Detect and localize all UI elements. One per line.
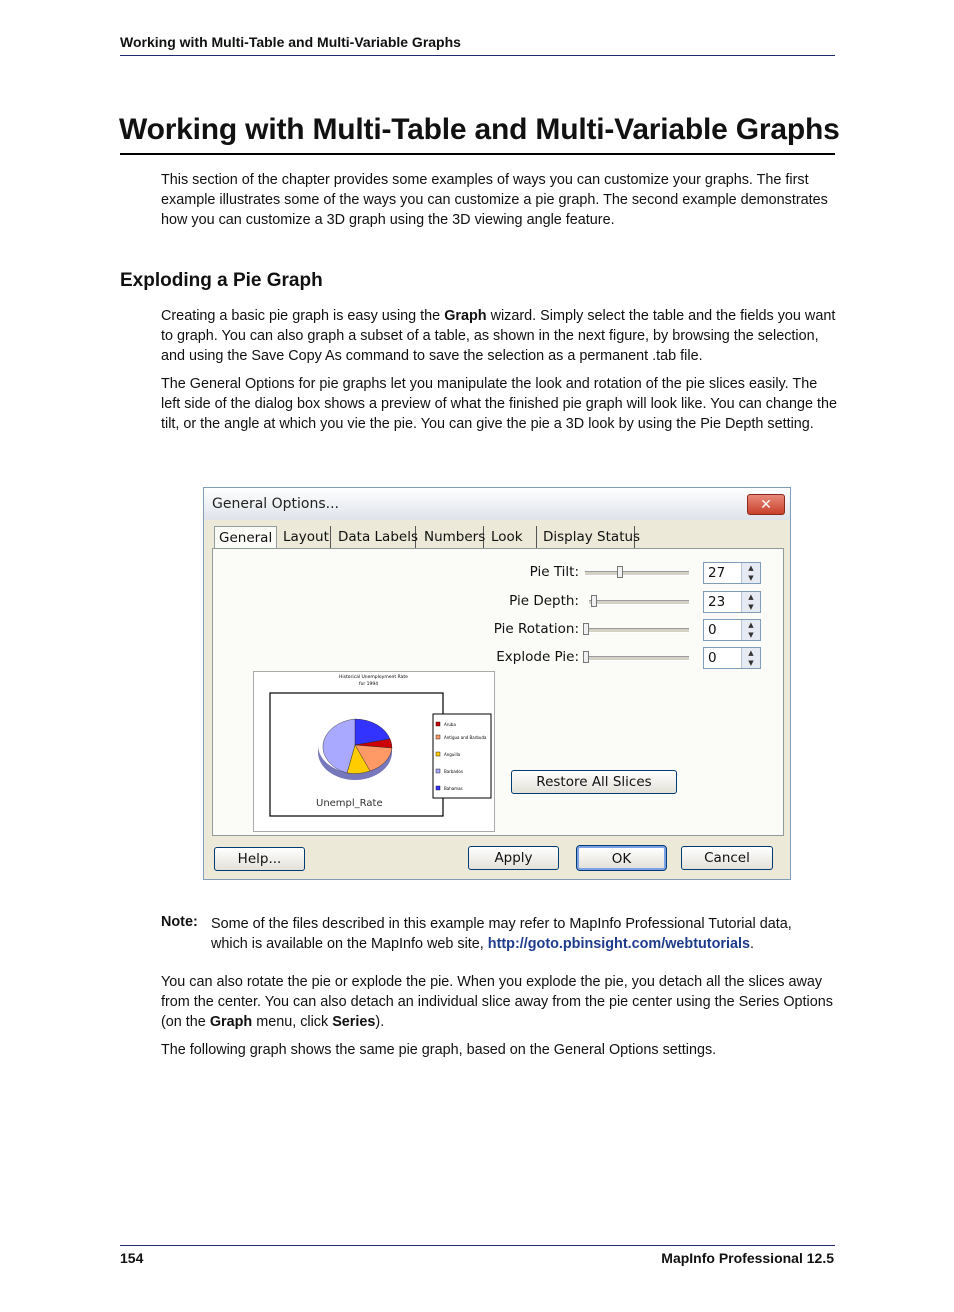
pie-rotation-thumb[interactable] [583, 623, 589, 635]
spinner-arrows-icon[interactable]: ▲ ▼ [741, 592, 760, 612]
tutorial-link[interactable]: http://goto.pbinsight.com/webtutorials [487, 936, 750, 952]
legend-item-barbados: Barbados [444, 769, 463, 774]
explode-pie-thumb[interactable] [583, 651, 589, 663]
legend-swatch-bahamas [436, 786, 440, 790]
running-header: Working with Multi-Table and Multi-Variable Graphs [120, 34, 461, 50]
tab-look[interactable]: Look [487, 526, 537, 549]
note-body: Some of the files described in this example may refer to MapInfo Professional Tutorial data, which is available on the MapInfo web site, http://goto.pbinsight.com/webtutorials. [211, 916, 792, 952]
tab-panel [212, 548, 784, 836]
pie-tilt-spinner[interactable] [703, 562, 761, 584]
legend-item-antigua: Antigua and Barbuda [444, 735, 487, 740]
spinner-arrows-icon[interactable]: ▲ ▼ [741, 648, 760, 668]
note-label: Note: [161, 914, 198, 930]
paragraph-graph-wizard: Creating a basic pie graph is easy using the Graph wizard. Simply select the table and the fields you want to graph. You can also graph a subset of a table, as shown in the next figure, by browsing the selection, and using the Save Copy As command to save the selection as a permanent .tab file. [161, 308, 836, 364]
paragraph-general-options: The General Options for pie graphs let you manipulate the look and rotation of the pie slices easily. The left side of the dialog box shows a preview of what the finished pie graph will look like. You can change the tilt, or the angle at which you vie the pie. You can give the pie a 3D look by using the Pie Depth setting. [161, 376, 837, 432]
close-button[interactable]: ✕ [747, 494, 785, 515]
tab-layout[interactable]: Layout [279, 526, 331, 549]
section-heading: Exploding a Pie Graph [120, 270, 323, 291]
pie-depth-label: Pie Depth: [509, 593, 579, 609]
apply-button[interactable]: Apply [468, 846, 559, 870]
legend-item-bahamas: Bahamas [444, 786, 463, 791]
pie-rotation-spinner[interactable] [703, 619, 761, 641]
pie-tilt-slider[interactable] [585, 571, 689, 576]
explode-pie-spinner[interactable] [703, 647, 761, 669]
preview-title-line2: for 1994 [359, 682, 379, 687]
legend-item-aruba: Aruba [444, 722, 456, 727]
help-button[interactable]: Help... [214, 847, 305, 871]
title-rule [120, 153, 835, 155]
ok-button[interactable]: OK [577, 846, 666, 870]
legend-swatch-barbados [436, 769, 440, 773]
header-rule [120, 55, 835, 56]
page-title: Working with Multi-Table and Multi-Variable Graphs [119, 113, 840, 146]
restore-all-slices-button[interactable]: Restore All Slices [511, 770, 677, 794]
paragraph-following-graph: The following graph shows the same pie graph, based on the General Options settings. [161, 1042, 717, 1058]
footer-rule [120, 1245, 835, 1246]
spinner-arrows-icon[interactable]: ▲ ▼ [741, 563, 760, 583]
pie-depth-thumb[interactable] [591, 595, 597, 607]
legend-item-anguilla: Anguilla [444, 752, 461, 757]
footer-product: MapInfo Professional 12.5 [661, 1250, 834, 1266]
general-options-dialog [203, 487, 791, 880]
pie-preview [253, 671, 495, 832]
explode-pie-slider[interactable] [583, 656, 689, 661]
explode-pie-value: 0 [708, 650, 717, 666]
page-number: 154 [120, 1250, 144, 1266]
legend-swatch-aruba [436, 722, 440, 726]
pie-tilt-label: Pie Tilt: [529, 564, 579, 580]
preview-axis-label: Unempl_Rate [316, 798, 383, 809]
pie-depth-spinner[interactable] [703, 591, 761, 613]
spinner-arrows-icon[interactable]: ▲ ▼ [741, 620, 760, 640]
tab-numbers[interactable]: Numbers [420, 526, 484, 549]
pie-depth-slider[interactable] [589, 600, 689, 605]
preview-title-line1: Historical Unemployment Rate [339, 675, 408, 680]
intro-paragraph: This section of the chapter provides some examples of ways you can customize your graphs. The first example illustrates some of the ways you can customize a pie graph. The second example demonstrates how you can customize a 3D graph using the 3D viewing angle feature. [161, 172, 828, 228]
pie-rotation-label: Pie Rotation: [493, 621, 579, 637]
legend-swatch-anguilla [436, 752, 440, 756]
cancel-button[interactable]: Cancel [681, 846, 773, 870]
legend-swatch-antigua [436, 735, 440, 739]
pie-depth-value: 23 [708, 594, 726, 610]
pie-rotation-slider[interactable] [583, 628, 689, 633]
tab-display-status[interactable]: Display Status [539, 526, 635, 549]
dialog-titlebar [204, 488, 790, 520]
pie-tilt-value: 27 [708, 565, 726, 581]
tab-data-labels[interactable]: Data Labels [334, 526, 416, 549]
pie-tilt-thumb[interactable] [617, 566, 623, 578]
explode-pie-label: Explode Pie: [496, 649, 579, 665]
dialog-title: General Options... [212, 496, 339, 512]
pie-rotation-value: 0 [708, 622, 717, 638]
paragraph-explode: You can also rotate the pie or explode the pie. When you explode the pie, you detach all the slices away from the center. You can also detach an individual slice away from the pie center using the Series Options (on the Graph menu, click Series). [161, 974, 833, 1030]
tab-general[interactable]: General [214, 526, 277, 550]
pie-preview-chart [254, 672, 494, 831]
